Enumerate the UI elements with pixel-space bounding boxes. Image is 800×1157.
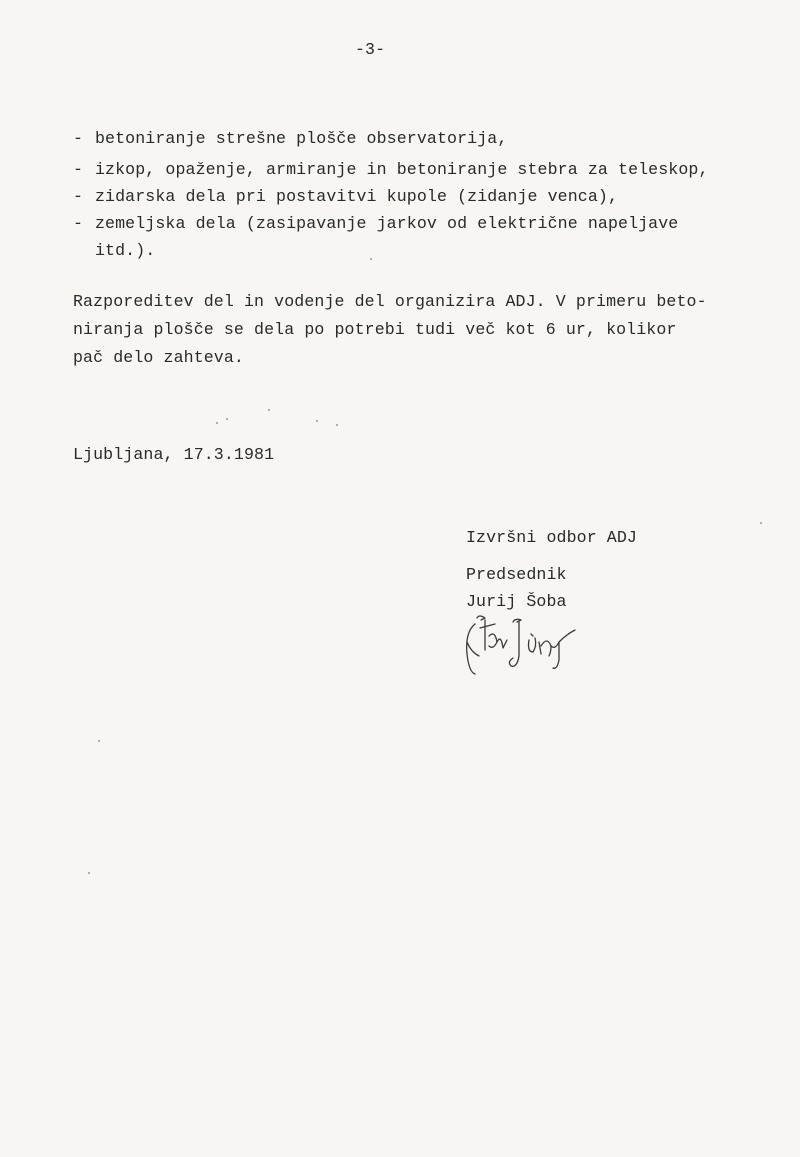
list-dash: - [73,214,84,233]
paper-speck [88,872,90,874]
signature-committee: Izvršni odbor ADJ [466,528,637,547]
paper-speck [370,258,372,260]
paragraph-line: Razporeditev del in vodenje del organizira ADJ. V primeru beto- [73,292,707,311]
paper-speck [336,424,338,426]
signature-name: Jurij Šoba [466,592,567,611]
paper-speck [268,409,270,411]
paragraph-line: niranja plošče se dela po potrebi tudi več kot 6 ur, kolikor [73,320,677,339]
list-item [73,129,507,149]
list-item [73,187,618,207]
handwritten-signature [455,612,605,692]
list-dash: - [73,187,84,206]
list-item [73,160,709,180]
list-item [73,214,678,234]
list-item-text: izkop, opaženje, armiranje in betoniranje stebra za teleskop, [95,160,709,179]
list-item-text: betoniranje strešne plošče observatorija, [95,129,508,148]
paper-speck [760,522,762,524]
paper-speck [316,420,318,422]
list-item-text: zidarska dela pri postavitvi kupole (zidanje venca), [95,187,619,206]
paper-speck [226,418,228,420]
list-dash: - [73,160,84,179]
signature-role: Predsednik [466,565,567,584]
list-item-text: zemeljska dela (zasipavanje jarkov od električne napeljave [95,214,679,233]
list-item-continuation: itd.). [95,241,156,260]
place-date: Ljubljana, 17.3.1981 [73,445,275,464]
page-number: -3- [355,40,386,59]
paragraph-line: pač delo zahteva. [73,348,244,367]
list-dash: - [73,129,84,148]
paper-speck [216,422,218,424]
paper-speck [98,740,100,742]
